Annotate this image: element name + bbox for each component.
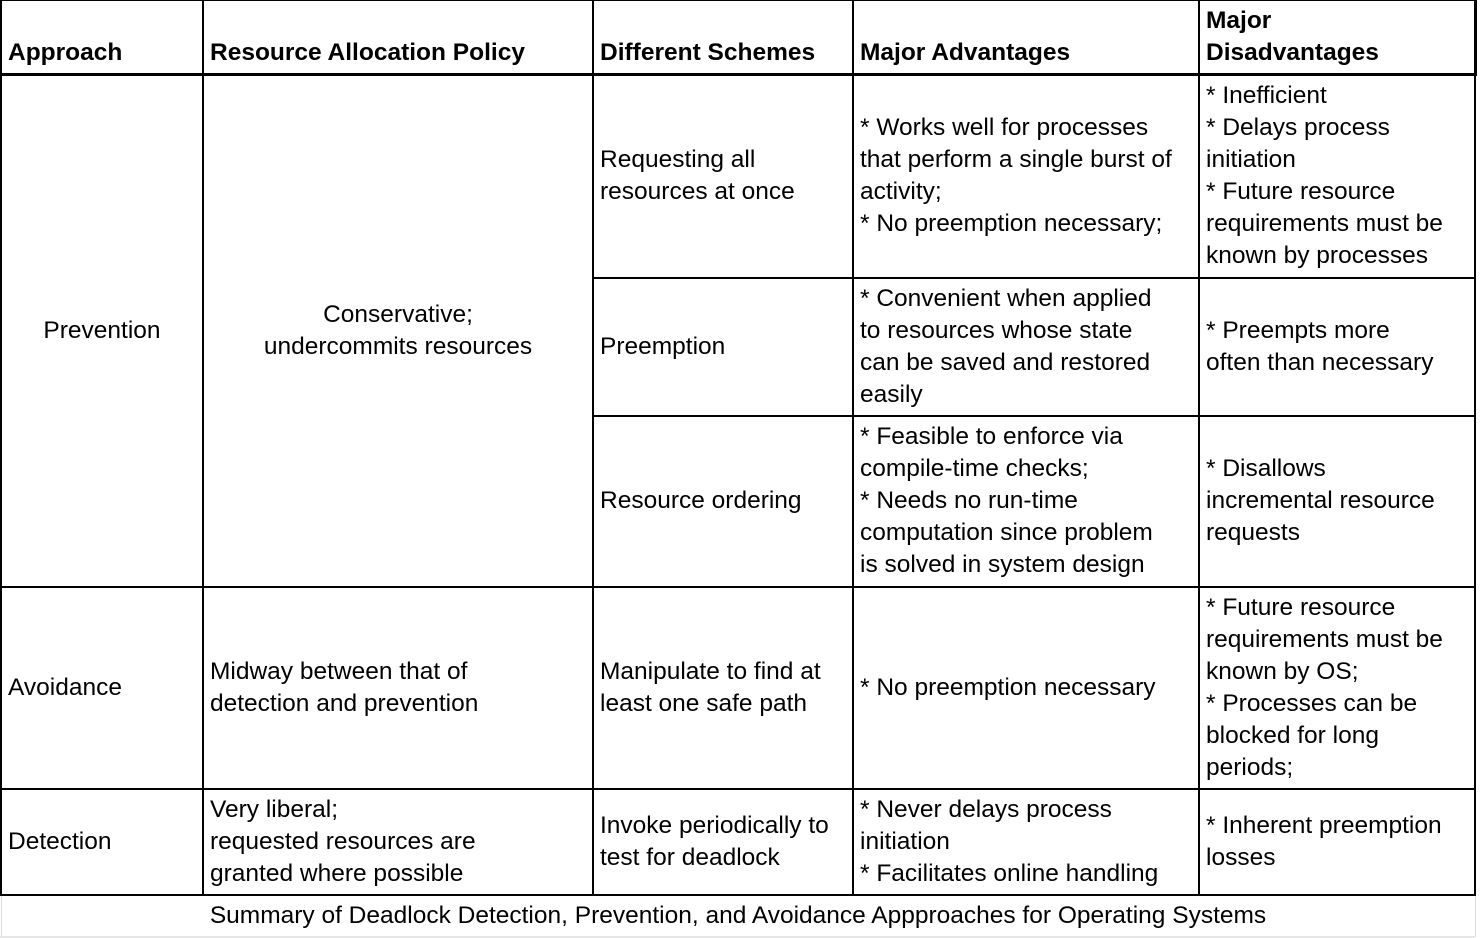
cell-prevention-scheme-1[interactable]: Requesting all resources at once bbox=[593, 75, 853, 278]
cell-prevention-disadvantages-1[interactable]: * Inefficient * Delays process initiation * Future resource requirements must be known by processes bbox=[1199, 75, 1475, 278]
cell-prevention-advantages-1[interactable]: * Works well for processes that perform a single burst of activity; * No preemption necessary; bbox=[853, 75, 1199, 278]
cell-avoidance-advantages[interactable]: * No preemption necessary bbox=[853, 587, 1199, 789]
header-advantages[interactable]: Major Advantages bbox=[853, 1, 1199, 75]
cell-avoidance-scheme[interactable]: Manipulate to find at least one safe path bbox=[593, 587, 853, 789]
table-row-avoidance bbox=[1, 587, 1475, 789]
table-row-detection bbox=[1, 789, 1475, 895]
header-disadvantages[interactable]: Major Disadvantages bbox=[1199, 1, 1475, 75]
table-row-prevention-1 bbox=[1, 75, 1475, 278]
cell-avoidance-approach[interactable]: Avoidance bbox=[1, 587, 203, 789]
cell-prevention-scheme-3[interactable]: Resource ordering bbox=[593, 416, 853, 587]
table-caption[interactable]: Summary of Deadlock Detection, Prevention, and Avoidance Appproaches for Operating Systems bbox=[1, 895, 1475, 937]
cell-prevention-advantages-2[interactable]: * Convenient when applied to resources whose state can be saved and restored easily bbox=[853, 278, 1199, 416]
cell-detection-policy[interactable]: Very liberal; requested resources are granted where possible bbox=[203, 789, 593, 895]
cell-detection-approach[interactable]: Detection bbox=[1, 789, 203, 895]
cell-detection-advantages[interactable]: * Never delays process initiation * Facilitates online handling bbox=[853, 789, 1199, 895]
cell-prevention-advantages-3[interactable]: * Feasible to enforce via compile-time checks; * Needs no run-time computation since problem is solved in system design bbox=[853, 416, 1199, 587]
header-policy[interactable]: Resource Allocation Policy bbox=[203, 1, 593, 75]
cell-prevention-disadvantages-2[interactable]: * Preempts more often than necessary bbox=[1199, 278, 1475, 416]
header-schemes[interactable]: Different Schemes bbox=[593, 1, 853, 75]
cell-avoidance-disadvantages[interactable]: * Future resource requirements must be known by OS; * Processes can be blocked for long periods; bbox=[1199, 587, 1475, 789]
cell-prevention-disadvantages-3[interactable]: * Disallows incremental resource requests bbox=[1199, 416, 1475, 587]
cell-prevention-scheme-2[interactable]: Preemption bbox=[593, 278, 853, 416]
cell-detection-scheme[interactable]: Invoke periodically to test for deadlock bbox=[593, 789, 853, 895]
cell-prevention-approach[interactable]: Prevention bbox=[1, 75, 203, 587]
header-row bbox=[1, 1, 1475, 75]
cell-detection-disadvantages[interactable]: * Inherent preemption losses bbox=[1199, 789, 1475, 895]
header-approach[interactable]: Approach bbox=[1, 1, 203, 75]
cell-avoidance-policy[interactable]: Midway between that of detection and prevention bbox=[203, 587, 593, 789]
caption-row bbox=[1, 895, 1475, 937]
cell-prevention-policy[interactable]: Conservative; undercommits resources bbox=[203, 75, 593, 587]
